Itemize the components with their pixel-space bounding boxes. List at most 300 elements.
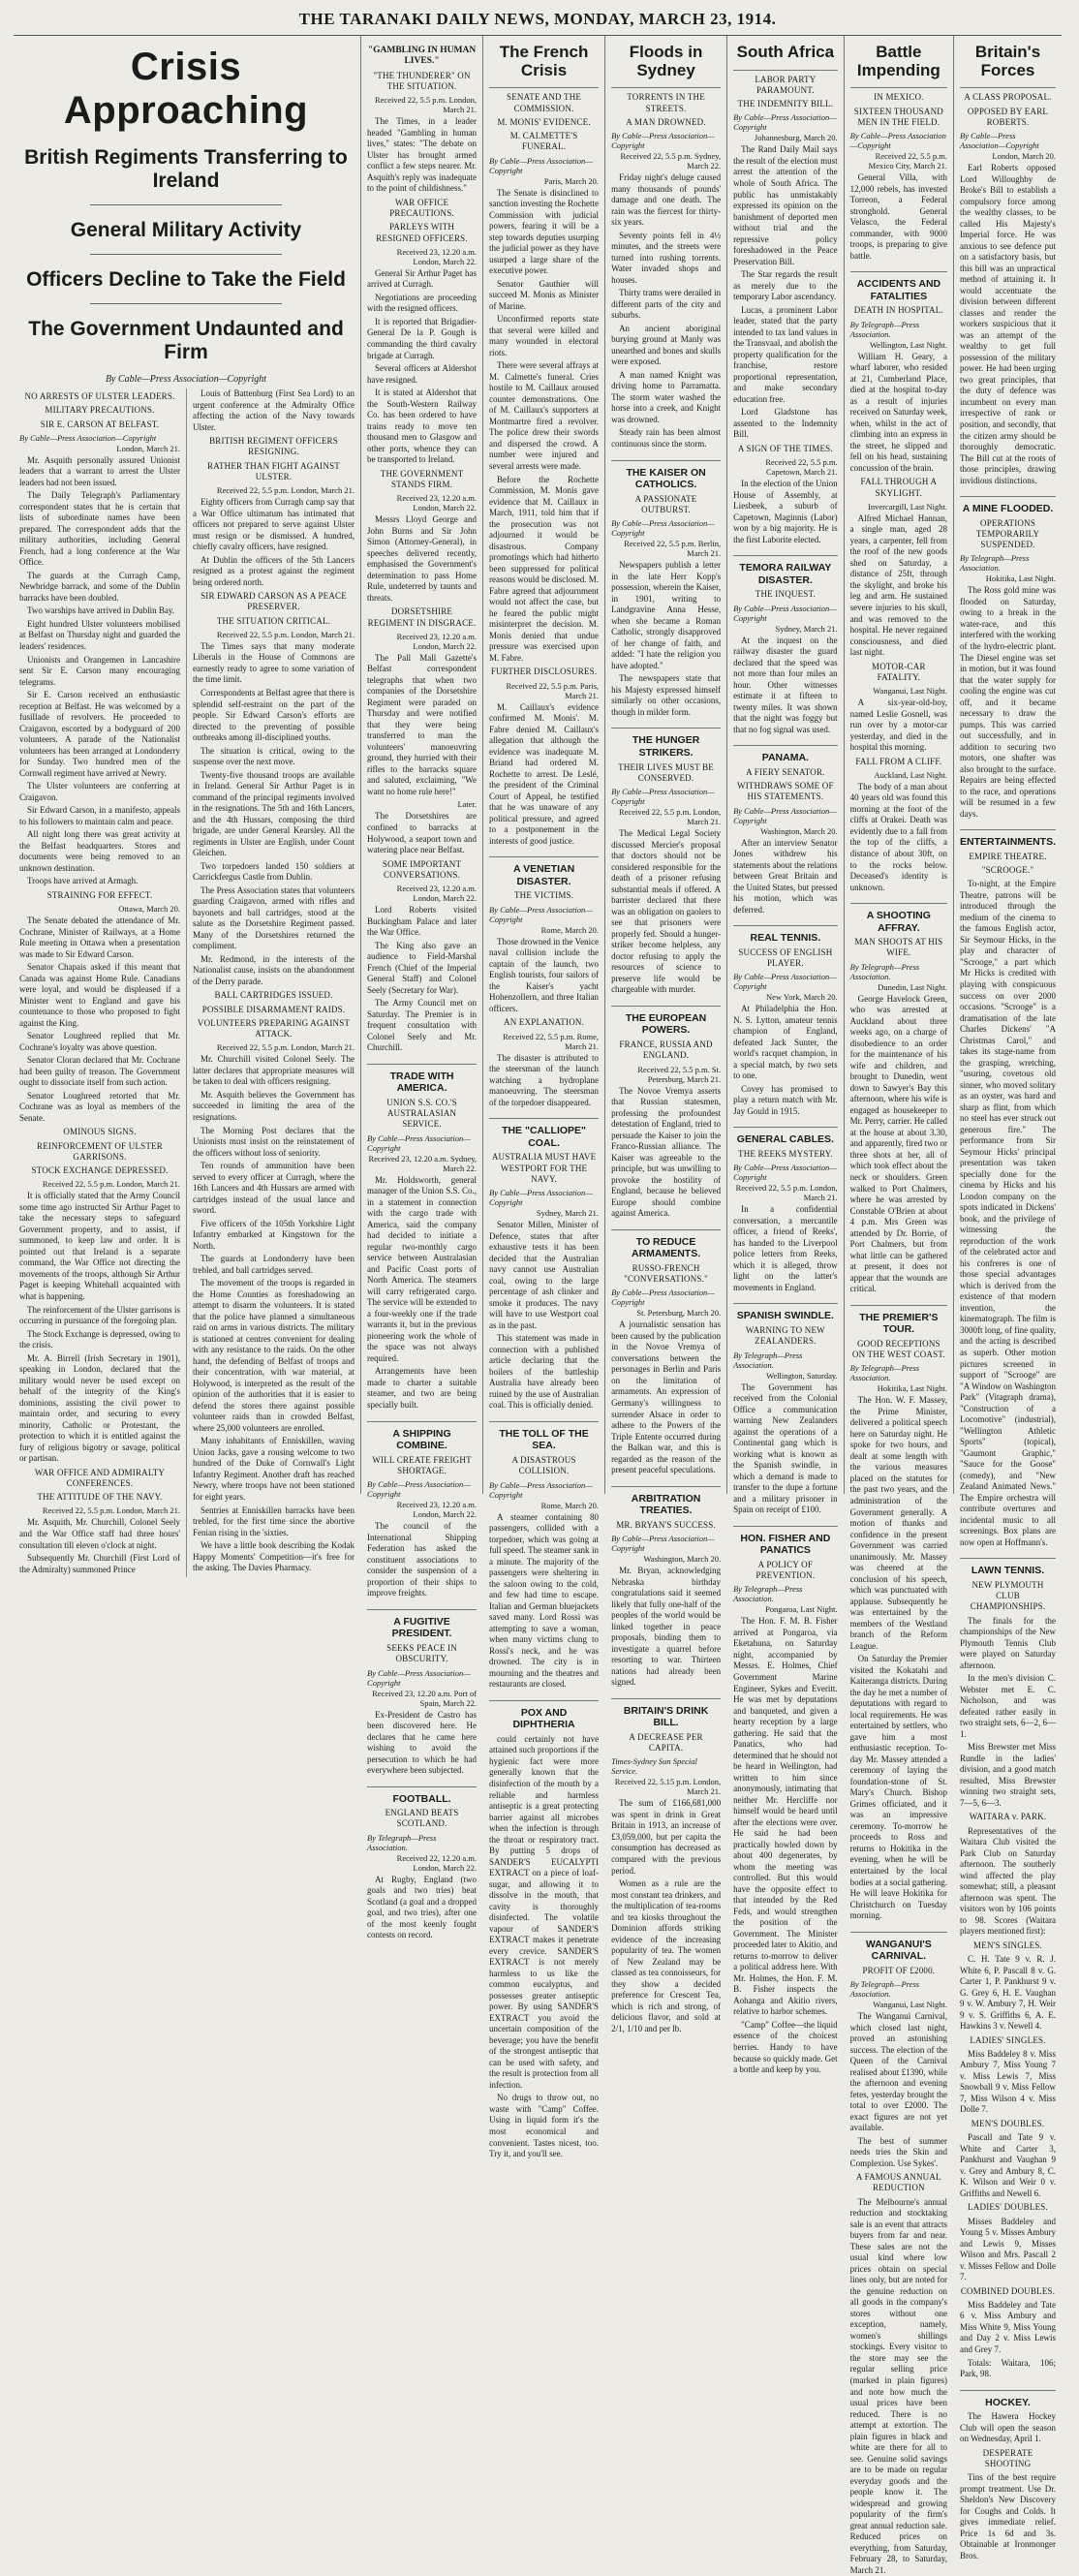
byline: By Telegraph—Press Association. [733, 1350, 803, 1370]
byline: By Cable—Press Association—Copyright [489, 904, 593, 924]
paragraph: The Army Council met on Saturday. The Premier is in frequent consultation with Colonel Seely and Mr. Churchill. [367, 998, 478, 1053]
subheading: A FAMOUS ANNUAL REDUCTION [855, 2172, 941, 2193]
paragraph: George Havelock Green, who was arrested at Auckland about three weeks ago, on a charge of disobedience to an order for the maintenance of his wife and children, and brought to Dunedin, went down to Sawyer's Bay this afternoon, where his wife is engaged as housekeeper to Mr. Perry, carrier. He called at the house at about 3.30, and apparently, fired two or three shots at her, all of which took effect about the neck or shoulders. Green walked to Port Chalmers, where he was arrested by Constable O'Brien at about 4 p.m. Mrs Green was attended by Dr. Borrie, of Port Chalmers, but from what little can be gathered at present, it does not appear that the wounds are critical. [849, 993, 948, 1294]
paragraph: On Saturday the Premier visited the Kokatahi and Kaiteranga districts. During the day he met a number of deputations with regard to local requirements. He was entertained by settlers, who gave him a most enthusiastic reception. To-day Mr. Massey attended a ceremony of laying the foundation-stone of St. Mary's Church. Bishop Grimes officiated, and it was an impressive ceremony. To-morrow he proceeds to Ross and returns to Hokitika in the evening, when he will be entertained by the local bodies at a social gathering. He will leave Hokitika for Christchurch on Tuesday morning. [849, 1654, 948, 1921]
paragraph: The Pall Mall Gazette's Belfast correspondent telegraphs that when two companies of the Dorsetshire Regiment were paraded on Thursday and were notified that they were being transferred to man the volunteers' manoeuvring ground, they hurried with their rifles to the barracks square and saluted, exclaiming, "We want no home rule here!" [367, 652, 478, 796]
column-headline: The French Crisis [489, 40, 599, 88]
subheading: THE ATTITUDE OF THE NAVY. [37, 1492, 163, 1503]
byline: By Cable—Press Association—Copyright [367, 1667, 471, 1688]
paragraph: The situation is critical, owing to the suspense over the next move. [193, 745, 355, 767]
subheading: A FIERY SENATOR. [746, 766, 825, 777]
paragraph: Lord Roberts visited Buckingham Palace and later the War Office. [367, 905, 478, 938]
paragraph: Before the Rochette Commission, M. Monis gave evidence that M. Caillaux in March, 1911, told him that if the prosecution was not adjourned it would be disastrous. Company promotings which had hitherto been suppressed for political reasons would be disclosed. M. Fabre agreed that adjournment would not affect the case, but he feared the public might misinterpret the decision. M. Monis denied that undue pressure was exercised upon M. Fabre. [489, 474, 600, 663]
article-body [733, 589, 838, 735]
subheading: SUCCESS OF ENGLISH PLAYER. [738, 947, 833, 969]
paragraph: Negotiations are proceeding with the resigned officers. [367, 292, 478, 314]
crisis-left [14, 388, 187, 1577]
subheading: LADIES' DOUBLES. [968, 2202, 1048, 2213]
dateline: Received 23, 12.20 a.m. London, March 22. [396, 631, 478, 651]
paragraph: Twenty-five thousand troops are available in Ireland. General Sir Arthur Paget is in command of the principal regiments involved in the resignations. The 5th and 16th Lancers, and the 4th Hussars, composing the third brigade, are under General Kearsley. All the regiments in Ulster are English, under Count Gleichen. [193, 769, 355, 858]
subheading: WAR OFFICE PRECAUTIONS. [389, 197, 454, 219]
column-two [361, 36, 483, 1940]
paragraph: General Sir Arthur Paget has arrived at Curragh. [367, 267, 478, 290]
article-title: THE HUNGER STRIKERS. [611, 728, 721, 759]
dateline: Wanganui, Last Night. [873, 686, 948, 697]
paragraph: Two torpedoers landed 150 soldiers at Carrickfergus Castle from Dublin. [193, 860, 355, 883]
paragraph: At Philadelphia the Hon. N. S. Lytton, amateur tennis champion of England, defeated Jack Sunter, the world's racquet champion, in a special match, by two sets to one. [733, 1004, 838, 1081]
subheading: SIR EDWARD CARSON AS A PEACE PRESERVER. [200, 591, 347, 612]
article-body [850, 92, 947, 262]
article-body [733, 1560, 838, 2076]
dateline: Received 22, 5.5 p.m. Berlin, March 21. [624, 539, 722, 559]
subheading: A POLICY OF PREVENTION. [755, 1559, 816, 1581]
paragraph: At Rugby, England (two goals and two tries) beat Scotland (a goal and a dropped goal, and two tries), after one of the most keenly fought contests on record. [367, 1874, 478, 1940]
paragraph: In the election of the Union House of Assembly, at Liesbeek, a suburb of Capetown, Maginnis (Labor) won by a big majority. He is the first Laborite elected. [733, 479, 838, 544]
dateline: Invercargill, Last Night. [868, 501, 948, 512]
byline: By Cable—Press Association—Copyright [733, 805, 837, 825]
paragraph: This statement was made in connection with a published article declaring that the boilers of the battleship Australia have already been ruined by the use of Australian coal. This is officially denied. [489, 1333, 600, 1411]
paragraph: Arrangements have been made to charter a suitable steamer, and two are being specially built. [367, 1366, 478, 1410]
article-title: POX AND DIPHTHERIA [489, 1700, 599, 1731]
article-body [960, 92, 1056, 486]
article-body [611, 762, 721, 996]
paragraph: An ancient aboriginal burying ground at Manly was unearthed and bones and skulls were exposed. [611, 323, 722, 367]
subheading: COMBINED DOUBLES. [960, 2285, 1056, 2296]
paragraph: It is officially stated that the Army Council some time ago instructed Sir Arthur Paget to take the necessary steps to safeguard Government property, and to assist, if summoned, to keep law and order. It is pointed out that Ireland is a separate command, the War Office not directing the movements of the troops, although Sir Arthur Paget is keeping Whitehall acquainted with what is happening. [19, 1191, 181, 1301]
article-title: LAWN TENNIS. [960, 1558, 1056, 1577]
headline-crisis: Crisis Approaching [63, 46, 309, 132]
paragraph: The sum of £166,681,000 was spent in drink in Great Britain in 1913, an increase of £3,059,000, but per capita the consumption has decreased as compared with the previous period. [611, 1798, 722, 1876]
subheading: MR. BRYAN'S SUCCESS. [616, 1519, 716, 1530]
paragraph: The Medical Legal Society discussed Mercier's proposal that doctors should not be considered responsible for the death of a prisoner refusing substantial meals if offered. A barrister declared that there was an obligation on gaolers to see that prisoners were properly fed. Should a hunger-striker become helpless, any doctor refusing to apply the resources of science to preserve life would be chargeable with murder. [611, 828, 722, 995]
paragraph: The council of the International Shipping Federation has asked the constituent associations to consider the suspension of a proportion of their ships to improve freights. [367, 1521, 478, 1598]
subheading: VOLUNTEERS PREPARING AGAINST ATTACK. [197, 1017, 351, 1040]
paragraph: M. Caillaux's evidence confirmed M. Monis'. M. Fabre denied M. Caillaux's allegation that although the evidence was inadequate M. Briand had ordered M. Rochette to arrest. De Leslé, the president of the Criminal Court of Appeal, he testified that he was unaware of any political pressure, and agreed to a postponement in the interests of good justice. [489, 701, 600, 846]
paragraph: Two warships have arrived in Dublin Bay. [27, 605, 175, 616]
article-title: A SHIPPING COMBINE. [367, 1421, 477, 1452]
paragraph: It is stated at Aldershot that the South-Western Railway Co. has been ordered to have trains ready to move ten thousand men to Glasgow and other ports, whence they can be transported to Ireland. [367, 388, 478, 465]
column-french-crisis [483, 36, 605, 2159]
paragraph: The newspapers state that his Majesty expressed himself similarly on other occasions, though in milder form. [611, 673, 722, 717]
paragraph: Mr. Asquith believes the Government has succeeded in limiting the area of the resignations. [193, 1089, 355, 1122]
paragraph: Several officers at Aldershot have resigned. [367, 363, 478, 385]
subheading: WITHDRAWS SOME OF HIS STATEMENTS. [737, 781, 834, 802]
subheading: IN MEXICO. [874, 92, 924, 103]
article-body [611, 494, 721, 719]
subheading: MAN SHOOTS AT HIS WIFE. [854, 937, 943, 958]
paragraph: The disaster is attributed to the steersman of the launch watching a hydroplane manoeuvring. The steersman of the torpedoer disappeared. [489, 1052, 600, 1107]
dateline: Received 22, 5.5 p.m. Paris, March 21. [506, 680, 600, 700]
column-britains-forces [954, 36, 1062, 2560]
article-body [611, 92, 721, 450]
byline: By Telegraph—Press Association. [849, 961, 920, 981]
subheading: PARLEYS WITH RESIGNED OFFICERS. [376, 222, 468, 243]
subheading: SIXTEEN THOUSAND MEN IN THE FIELD. [853, 106, 943, 127]
paragraph: All night long there was great activity at the Belfast headquarters. Stores and documents were being removed to an unknown destination. [19, 829, 181, 873]
dateline: Sydney, March 21. [775, 623, 838, 634]
paragraph: Pascall and Tate 9 v. White and Carter 3, Pankhurst and Vaughan 9 v. Grey and Ambury 8, C. K. Wilson and Weir 0 v. Griffiths and Newell 6. [960, 2132, 1057, 2198]
paragraph: Miss Baddeley 8 v. Miss Ambury 7, Miss Young 7 v. Miss Lewis 7, Miss Snowball 9 v. Miss Fellow 7, Miss Wilson 4 v. Miss Dolle 7. [960, 2048, 1057, 2115]
article-body [960, 518, 1056, 821]
article-title: TEMORA RAILWAY DISASTER. [733, 555, 838, 586]
article-title: A VENETIAN DISASTER. [489, 856, 599, 887]
subheading: EMPIRE THEATRE. [969, 851, 1047, 861]
crisis-subcolumns [14, 388, 360, 1577]
article-title: HOCKEY. [960, 2390, 1056, 2409]
article-title: THE TOLL OF THE SEA. [489, 1421, 599, 1452]
subheading: OPERATIONS TEMPORARILY SUSPENDED. [975, 517, 1040, 550]
kodak-ad: We have a little book describing the Kodak Happy Moments' Competition—it's free for the asking. The Davies Pharmacy. [193, 1540, 355, 1573]
article-title: BRITAIN'S DRINK BILL. [611, 1698, 721, 1729]
subheading: RATHER THAN FIGHT AGAINST ULSTER. [207, 460, 340, 481]
paragraph: Correspondents at Belfast agree that there is splendid self-restraint on the part of the people. Sir Edward Carson's efforts are directed to the preventing of possible outbreaks among ill-disciplined youths. [193, 688, 355, 743]
paragraph: The Government has received from the Colonial Office a communication warning New Zealanders against the operations of a Continental gang which is working what is known as the Spanish swindle, in which a demand is made to transfer to the dupe a fortune and a military prisoner in Spain on receipt of £100. [733, 1381, 838, 1515]
column-headline: Battle Impending [850, 40, 947, 88]
byline: By Cable—Press Association—Copyright [611, 787, 715, 807]
subheading: TORRENTS IN THE STREETS. [627, 92, 705, 113]
dateline: Received 22, 5.5 p.m. London, March 21. [216, 485, 355, 496]
byline: By Telegraph—Press Association. [849, 1363, 920, 1383]
column-headline: Britain's Forces [960, 40, 1056, 88]
masthead: THE TARANAKI DAILY NEWS, MONDAY, MARCH 23, 1914. [14, 10, 1062, 36]
paragraph: The Ulster volunteers are conferring at Craigavon. [19, 781, 181, 802]
paragraph: Senator Chapais asked if this meant that Canada was against Home Rule. Canadians were loyal, and would be displeased if a Minister went to England and gave his countenance to those who proposed to fight against the King. [19, 962, 181, 1028]
article-body [611, 1520, 721, 1689]
article-title: THE PREMIER'S TOUR. [850, 1305, 947, 1336]
paragraph: It is reported that Brigadier-General De la P. Gough is commanding the third cavalry brigade at Curragh. [367, 316, 478, 360]
paragraph: The Senate is disinclined to sanction investing the Rochette Commission with judicial powers, fearing it will be a step towards deputies usurping the judicial power as they have usurped a large share of the executive power. [489, 187, 600, 276]
article-title: SPANISH SWINDLE. [733, 1303, 838, 1322]
byline: By Cable—Press Association—Copyright [611, 1288, 715, 1308]
dateline: New York, March 20. [766, 992, 838, 1003]
dateline: Received 22, 5.5 p.m. Sydney, March 22. [620, 151, 722, 171]
article-title: A FUGITIVE PRESIDENT. [367, 1609, 477, 1640]
article-title: ENTERTAINMENTS. [960, 829, 1056, 849]
paragraph: Miss Baddeley and Tate 6 v. Miss Ambury and Miss White 9, Miss Young and Day 2 v. Miss Lewis and Grey 7. [960, 2299, 1057, 2354]
article-body [850, 1966, 947, 2576]
byline: By Telegraph—Press Association. [733, 1584, 803, 1604]
article-body [733, 1149, 838, 1293]
article-body [489, 1734, 599, 2160]
article-title: A SHOOTING AFFRAY. [850, 903, 947, 934]
dateline: Later. [457, 799, 478, 810]
paragraph: Mr. Asquith, Mr. Churchill, Colonel Seely and the War Office staff had three hours' consultation till eleven o'clock at night. [19, 1517, 181, 1550]
article-title: TRADE WITH AMERICA. [367, 1064, 477, 1095]
article-body [489, 1152, 599, 1412]
byline: By Cable—Press Association—Copyright [611, 131, 715, 151]
paragraph: Mr. Asquith personally assured Unionist leaders that a warrant to arrest the Ulster leaders had not been issued. [19, 454, 181, 487]
column-floods [605, 36, 727, 2033]
subheading: MEN'S DOUBLES. [971, 2119, 1045, 2128]
subheading: NEW PLYMOUTH CLUB CHAMPIONSHIPS. [970, 1579, 1046, 1612]
paragraph: The Times says that many moderate Liberals in the House of Commons are earnestly ready to agree to some variation of the time limit. [193, 640, 355, 685]
dateline: Received 22, 5.5 p.m. London, March 21. [374, 95, 478, 115]
paragraph: Senator Loughreed retorted that Mr. Cochrane was as loyal as members of the Senate. [19, 1090, 181, 1123]
subheading: POSSIBLE DISARMAMENT RAIDS. [201, 1004, 346, 1014]
paragraph: Many inhabitants of Enniskillen, waving Union Jacks, gave a rousing welcome to two hundred of the Duke of Cornwall's Light Infantry Regiment. Another draft has reached Newry, where troops have not been stationed for eight years. [193, 1436, 355, 1502]
dateline: Received 22, 5.5 p.m. Rome, March 21. [503, 1031, 600, 1051]
subhead-officers: Officers Decline to Take the Field [26, 268, 346, 291]
paragraph: The Stock Exchange is depressed, owing to the crisis. [19, 1328, 181, 1350]
subhead-military-activity: General Military Activity [70, 219, 302, 241]
subheading: SOME IMPORTANT CONVERSATIONS. [382, 858, 462, 880]
article-body [489, 92, 599, 847]
dateline: Received 22, 5.5 p.m. London, March 21. [42, 1179, 181, 1190]
dateline: Washington, March 20. [760, 825, 838, 836]
subheading: AN EXPLANATION. [504, 1017, 585, 1028]
dateline: Johannesburg, March 20. [754, 133, 838, 143]
byline: By Cable—Press Association—Copyright [489, 155, 593, 175]
article-body [850, 937, 947, 1294]
dateline: London, March 20. [992, 151, 1057, 162]
paragraph: Messrs Lloyd George and John Burns and Sir John Simon (Attorney-General), in speeches delivered recently, emphasised the Government's determination to pass Home Rule, undeterred by taunts and threats. [367, 514, 478, 603]
byline: By Cable—Press Association—Copyright [611, 1534, 715, 1554]
subheading: "THE THUNDERER" ON THE SITUATION. [373, 70, 471, 92]
byline: By Telegraph—Press Association. [960, 553, 1030, 574]
paragraph: A journalistic sensation has been caused by the publication in the Novoe Vremya of conversations between the personages in Berlin and Paris on the limitation of armaments. An expression of Germany's willingness to surrender Alsace in order to adhere to the Powers of the Triple Entente occurred during the Balkan war, and this is regarded as the reason of the present peaceful speculations. [611, 1319, 722, 1475]
subheading: DESPERATE SHOOTING [982, 2447, 1033, 2468]
article-title: THE EUROPEAN POWERS. [611, 1006, 721, 1037]
paragraph: Mr. Bryan, acknowledging Nebraska birthday congratulations said it seemed likely that fully one-half of the peoples of the world would be linked together in peace proposals, binding them to investigate a quarrel before resorting to war. Thirteen nations had already been signed. [611, 1566, 722, 1688]
paragraph: Lord Gladstone has assented to the Indemnity Bill. [733, 407, 838, 440]
article-title: TO REDUCE ARMAMENTS. [611, 1229, 721, 1260]
dateline: Received 22, 5.5 p.m. London, March 21. [619, 807, 722, 827]
subheading: MILITARY PRECAUTIONS. [45, 405, 155, 416]
dateline: Received 23, 12.20 a.m. London, March 22. [396, 246, 478, 266]
article-body [850, 1339, 947, 1922]
paragraph: Covey has promised to play a return match with Mr. Jay Gould in 1915. [733, 1083, 838, 1116]
byline: Times-Sydney Sun Special Service. [611, 1756, 697, 1777]
paragraph: Women as a rule are the most constant tea drinkers, and the multiplication of tea-rooms and tea kiosks throughout the Dominion affords striking evidence of the increasing popularity of tea. The women of New Zealand may be classed as tea connoisseurs, for they show a decided preference for Crescent Tea, which is rich and strong, of delicious flavor, and sold at 2/1, 1/10 and per lb. [611, 1878, 722, 2033]
paragraph: The King also gave an audience to Field-Marshal French (Chief of the Imperial General Staff) and Colonel Seely (Secretary for War). [367, 940, 478, 995]
paragraph: The guards at Londonderry have been trebled, and ball cartridges served. [193, 1254, 355, 1275]
paragraph: Senator Cloran declared that Mr. Cochrane had been guilty of treason. The Government ought to dissociate itself from such action. [19, 1055, 181, 1088]
paragraph: William H. Geary, a wharf laborer, who resided at 21, Cumberland Place, died at the hospital to-day as a result of injuries received on Saturday week, when, whilst in the act of climbing into an express in the street, he slipped and fell on his head, sustaining concussion of the brain. [849, 351, 948, 473]
paragraph: Alfred Michael Hannan, a single man, aged 28 years, a carpenter, fell from the roof of the new goods shed on Saturday, a distance of 25ft, through the skylight, and broke his leg and arm. He sustained severe injuries to his skull, and was removed to the hospital. He never regained consciousness, and died last night. [849, 512, 948, 658]
paragraph: Mr. Churchill visited Colonel Seely. The latter declares that appropriate measures will be taken to deal with officers resigning. [193, 1054, 355, 1087]
article-title: A MINE FLOODED. [960, 496, 1056, 515]
subheading: THEIR LIVES MUST BE CONSERVED. [618, 761, 715, 783]
paragraph: The Wanganui Carnival, which closed last night, proved an astonishing success. The election of the Queen of the Carnival realised about £1390, while the afternoon and evening fetes, yesterday brought the total to over £2000. The exact figures are not yet available. [849, 2011, 948, 2133]
paragraph: There were several affrays at M. Calmette's funeral. Cries hostile to M. Caillaux aroused counter demonstrations. One of M. Caillaux's supporters at Montmartre fired a revolver. The police drew their swords and dispersed the crowd. A number were injured and several arrests were made. [489, 360, 600, 471]
subhead-regiments: British Regiments Transferring to Ireland [24, 146, 348, 192]
subheading: THE GOVERNMENT STANDS FIRM. [380, 468, 464, 489]
subheading: BRITISH REGIMENT OFFICERS RESIGNING. [209, 436, 338, 457]
paragraph: A six-year-old-boy, named Leslie Gosnell, was run over by a motor-car yesterday, and died in the hospital this morning. [849, 698, 948, 753]
subheading: STRAINING FOR EFFECT. [46, 889, 153, 900]
paragraph: A man named Knight was driving home to Parramatta. The storm water washed the horse into a creek, and Knight was drowned. [611, 369, 722, 424]
subheading: M. MONIS' EVIDENCE. [497, 116, 591, 127]
paragraph: Misses Baddeley and Young 5 v. Misses Ambury and Lewis 9, Misses Wilson and Mrs. Pascall 2 v. Misses Fellow and Dolle 7. [960, 2216, 1057, 2282]
paragraph: In the men's division C. Webster met E. C. Nicholson, and was defeated rather easily in two straight sets, 6—2, 6—1. [960, 1673, 1057, 1739]
subheading: FALL FROM A CLIFF. [855, 756, 942, 766]
paragraph: Lucas, a prominent Labor leader, stated that the party intended to tax land values in the Transvaal, and abolish the property qualification for the franchise, restore proportional representation, and make secondary education free. [733, 304, 838, 404]
paragraph: The movement of the troops is regarded in the Home Counties as foreshadowing an attempt to disarm the volunteers. It is stated that the police have planned a simultaneous raid on arms in various districts. The military is stationed at centres convenient for dealing with any resistance to the raids. On the other hand, the defending of Belfast of troops and their concentration, with war material, at Holywood, is interpreted as the result of the opinion of the authorities that it is easier to defend the stores there against possible volunteer raids than in crowded Belfast, where 25,000 volunteers are enrolled. [193, 1278, 355, 1433]
subheading: ENGLAND BEATS SCOTLAND. [385, 1808, 459, 1829]
subheading: A CLASS PROPOSAL. [964, 92, 1052, 103]
dateline: Dunedin, Last Night. [878, 981, 948, 992]
crisis-right [187, 388, 360, 1577]
paragraph: Senator Loughreed replied that Mr. Cochrane's loyalty was above question. [19, 1031, 181, 1052]
paragraph: Ex-President de Castro has been discovered here. He declares that he came here wishing to avoid the persecution to which he had everywhere been subjected. [367, 1709, 478, 1776]
paragraph: The reinforcement of the Ulster garrisons is occurring in pursuance of the foregoing plan. [19, 1304, 181, 1326]
paragraph: C. H. Tate 9 v. R. J. White 6, P. Pascall 8 v. G. Carter 1, P. Pankhurst 9 v. G. Grey 6, H. E. Vaughan 9 v. W. Ambury 7, H. Weir 9 v. S. Griffiths 6, A. E. Hawkins 3 v. Newell 4. [960, 1954, 1057, 2032]
paragraph: The Star regards the result as merely due to the temporary Labor ascendancy. [733, 269, 838, 302]
dateline: Wellington, Saturday. [766, 1370, 838, 1381]
paragraph: The body of a man about 40 years old was found this morning at the foot of the cliffs at Orakei. Death was evidently due to a fall from the top of the cliffs, a distance of about 30ft, on to the rocks below. Deceased's identity is unknown. [849, 781, 948, 892]
article-title: HON. FISHER AND PANATICS [733, 1526, 838, 1557]
paragraph: Eighty officers from Curragh camp say that a War Office ultimatum has intimated that officers not prepared to serve against Ulster must resign or be dismissed. A hundred, chiefly cavalry officers, have resigned. [193, 497, 355, 552]
dateline: Ottawa, March 20. [118, 904, 181, 915]
subheading: RUSSO-FRENCH "CONVERSATIONS." [624, 1262, 708, 1285]
paragraph: The Times, in a leader headed "Gambling in human lives," states: "The debate on Ulster has brought armed conflict a few steps nearer. Mr. Asquith's reply was inadequate to the point of childishness." [367, 116, 478, 194]
byline: By Telegraph—Press Association. [849, 1979, 920, 2000]
article-body [850, 305, 947, 893]
dateline: Received 22, 5.5 p.m. St. Petersburg, March 21. [637, 1064, 722, 1084]
subheading: THE INDEMNITY BILL. [737, 99, 834, 109]
subheading: AUSTRALIA MUST HAVE WESTPORT FOR THE NAVY. [491, 1152, 597, 1184]
article-body [960, 852, 1056, 1548]
paragraph: Steady rain has been almost continuous since the storm. [611, 427, 722, 449]
subheading: A MAN DROWNED. [626, 116, 706, 127]
paragraph: Newspapers publish a letter in the late Herr Kopp's possession, wherein the Kaiser, in 1901, writing to Landgravine Anna Hesse, when she became a Roman Catholic, strongly disapproved of her change of faith, and added: "I hate the religion you have adopted." [611, 560, 722, 670]
byline: By Cable—Press Association—Copyright [960, 131, 1039, 151]
subheading: WAITARA v. PARK. [969, 1812, 1047, 1822]
dateline: Hokitika, Last Night. [877, 1383, 948, 1394]
paragraph: Senator Millen, Minister of Defence, states that after exhaustive tests it has been decided that the Australian navy cannot use Australian coal, owing to the large percentage of ash clinker and smoke it produces. The navy will have to use Westport coal as in the past. [489, 1220, 600, 1330]
subheading: A DECREASE PER CAPITA. [629, 1731, 703, 1754]
dateline: Received 23, 12.20 a.m. Sydney, March 22. [368, 1153, 478, 1173]
paragraph: The Hon. F. M. B. Fisher arrived at Pongaroa, via Eketahuna, on Saturday night, accompanied by Messrs. E. Holmes, Chief Government Marine Engineer, Sykes and Everitt. He was met by deputations and banqueted, and given a hearty reception by a large gathering. He said that the Panatics, who had determined that he should not be heard in Wellington, had written to him since anonymously, intimating that neither Mr. Hercliffe nor himself would be heard until after the elections were over. He said he had been practically howled down by about 400 degenerates, by whom the meeting was controlled. But this would have the opposite effect to that intended by the Red Feds, and would strengthen the position of the Government. The Minister proceeded later to Akitio, and returns to-morrow to deliver a political address here. With Mr. Holmes, the Hon. F. M. B. Fisher inspects the Aohanga and Akitio rivers, relative to harbor schemes. [733, 1616, 838, 2017]
paragraph: Mr. A. Birrell (Irish Secretary in 1901), speaking in London, declared that the military would never be used except on behalf of the integrity of the King's dominions, assisting the civil power to maintain order, and securing to every minority, Catholic or Protestant, the protection to which it is entitled against the fury of religious bigotry or savage, political or partisan. [19, 1352, 181, 1464]
paragraph: After an interview Senator Jones withdrew his statements about the relations between Great Britain and the United States, but pressed his motion, which was deferred. [733, 837, 838, 915]
subheading: WILL CREATE FREIGHT SHORTAGE. [372, 1454, 472, 1475]
byline: By Cable—Press Association—Copyright [733, 603, 837, 623]
article-body [960, 1580, 1056, 2380]
subheading: A DISASTROUS COLLISION. [511, 1455, 576, 1476]
dateline: Received 23, 12.20 a.m. Port of Spain, March 22. [372, 1688, 478, 1708]
dateline: St. Petersburg, March 20. [636, 1308, 722, 1319]
subheading: A SIGN OF THE TIMES. [737, 443, 833, 453]
subheading: "SCROOGE." [981, 865, 1034, 876]
paragraph: could certainly not have attained such proportions if the hygienic fact were more generally known that the disinfection of the mouth by a reliable and harmless antiseptic is a great protecting barrier against all microbes when the infection is through the throat or respiratory tract. By putting 5 drops of SANDER'S EUCALYPTI EXTRACT on a piece of loaf-sugar, and allowing it to dissolve in the mouth, that cavity is thoroughly disinfected. The volatile vapour of SANDER'S EXTRACT makes it penetrate every crevice. SANDER'S EXTRACT is not merely harmless to us like the common eucalyptus, and possesses greater antiseptic power. By using SANDER'S EXTRACT you avoid the uncertain composition of the beverage; you have the benefit of the strongest antiseptic that can be used with safety, and the result is protection from all infection. [489, 1733, 600, 2090]
dateline: Received 22, 5.5 p.m. London, March 21. [216, 629, 355, 639]
paragraph: General Villa, with 12,000 rebels, has invested Torreon, a Federal stronghold. General Velasco, the Federal commander, with 9000 troops, is preparing to give battle. [849, 172, 948, 261]
dateline: Received 23, 12.20 a.m. London, March 22. [396, 493, 478, 513]
paragraph: Seventy points fell in 4½ minutes, and the streets were turned into rushing torrents. Water invaded shops and houses. [611, 230, 722, 285]
article-title: PANAMA. [733, 745, 838, 764]
subheading: LADIES' SINGLES. [970, 2034, 1046, 2045]
byline: By Cable—Press Association—Copyright [367, 1133, 471, 1153]
paragraph: Louis of Battenburg (First Sea Lord) to an urgent conference at the Admiralty Office affecting the action of the Navy towards Ulster. [193, 388, 355, 432]
article-body [193, 388, 355, 1538]
paragraph: The Hon. W. F. Massey, the Prime Minister, delivered a political speech here on Saturday night. He spoke for two hours, and dealt at some length with the various measures placed on the statutes for the past two years, and the administration of the Government generally. A motion of thanks and confidence in the present Government was carried unanimously. Mr. Massey was cheered at the conclusion of his speech, which was punctuated with applause. Subsequently he was entertained by the members of the Westland branch of the Reform League. [849, 1395, 948, 1651]
dateline: Hokitika, Last Night. [985, 574, 1057, 584]
article-title: THE KAISER ON CATHOLICS. [611, 460, 721, 491]
paragraph: Friday night's deluge caused many thousands of pounds' damage and one death. The rain was the fiercest for thirty-six years. [611, 172, 722, 228]
byline: By Cable—Press Association—Copyright [849, 131, 946, 151]
subheading: LABOR PARTY PARAMOUNT. [755, 74, 817, 95]
dateline: Received 23, 12.20 a.m. London, March 22. [396, 884, 478, 904]
byline: By Cable—Press Association—Copyright [367, 1479, 471, 1500]
subheading: SIR E. CARSON AT BELFAST. [40, 419, 160, 429]
column-crisis [14, 36, 361, 1574]
article-body [733, 75, 838, 546]
byline: By Cable—Press Association—Copyright [489, 1188, 593, 1208]
article-body [489, 890, 599, 1108]
paragraph: Mr. Holdsworth, general manager of the Union S.S. Co., in a statement in connection with the cargo trade with America, said the company had decided to initiate a regular two-monthly cargo service between Australasian and Pacific Coast ports of North America. The steamers will carry refrigerated cargo. The service will be extended to a four-weekly one if the trade warrants it, but in the previous pioneering work the whole of the space was not always required. [367, 1174, 478, 1363]
paragraph: Sir Edward Carson, in a manifesto, appeals to his followers to maintain calm and peace. [19, 805, 181, 826]
dateline: Pongaroa, Last Night. [765, 1604, 838, 1615]
dateline: Received 22, 5.5 p.m. London, March 21. [216, 1042, 355, 1053]
dateline: London, March 21. [116, 443, 181, 453]
dateline: Paris, March 20. [543, 175, 600, 186]
subheading: BALL CARTRIDGES ISSUED. [214, 990, 333, 1001]
subheading: SENATE AND THE COMMISSION. [506, 92, 582, 113]
paragraph: The Rand Daily Mail says the result of the election must arrest the attention of the whole of South Africa. The public has unmistakably expressed its opinion on the banishment of deported men without trial and the repressive policy foreshadowed in the Peace Preservation Bill. [733, 144, 838, 266]
paragraph: Miss Brewster met Miss Rundle in the ladies' division, and a good match resulted, Miss Brewster winning two straight sets, 7—5, 6—3. [960, 1742, 1057, 1808]
paragraph: Totals: Waitara, 106; Park, 98. [960, 2357, 1057, 2379]
section-heading: "GAMBLING IN HUMAN LIVES." [367, 46, 477, 67]
paragraph: Unionists and Orangemen in Lancashire sent Sir E. Carson many encouraging telegrams. [19, 654, 181, 687]
subheading: GOOD RECEPTIONS ON THE WEST COAST. [851, 1338, 945, 1360]
subheading: DEATH IN HOSPITAL. [853, 305, 943, 316]
paragraph: Troops have arrived at Armagh. [27, 876, 139, 886]
byline: By Cable—Press Association—Copyright [489, 1479, 593, 1500]
subheading: REINFORCEMENT OF ULSTER GARRISONS. [37, 1140, 163, 1162]
paragraph: Eight hundred Ulster volunteers mobilised at Belfast on Thursday night and guarded the leaders' residences. [19, 618, 181, 651]
subheading: WARNING TO NEW ZEALANDERS. [745, 1325, 825, 1347]
paragraph: Mr. Redmond, in the interests of the Nationalist cause, insists on the abandonment of the Derry parade. [193, 953, 355, 986]
article-title: REAL TENNIS. [733, 925, 838, 945]
article-body [611, 1040, 721, 1220]
article-body [367, 1455, 477, 1599]
subheading: SEEKS PEACE IN OBSCURITY. [386, 1643, 457, 1664]
byline: By Cable—Press Association—Copyright [733, 112, 837, 133]
article-body [367, 1643, 477, 1777]
subheading: FURTHER DISCLOSURES. [490, 667, 598, 677]
dateline: Received 22, 5.5 p.m. Capetown, March 21. [765, 457, 838, 478]
subheading: FRANCE, RUSSIA AND ENGLAND. [619, 1040, 713, 1061]
paragraph: The Novoe Vremya asserts that Russian statesmen, professing the profoundest detestation of England, tried to persuade the Kaiser to join the Franco-Russian alliance. The Kaiser was agreeable to the principle, but was unwilling to provoke the hostility of England, because he believed Europe should combine against America. [611, 1085, 722, 1219]
paragraph: The Press Association states that volunteers guarding Craigavon, armed with rifles and bayonets and ball cartridges, stood at the salute as the Dorsetshire Regiment passed. Many of the Dorsetshires returned the compliment. [193, 885, 355, 951]
dateline: Wanganui, Last Night. [873, 2000, 948, 2010]
dateline: Received 22, 5.5 p.m. London, March 21. [735, 1183, 838, 1203]
article-body [733, 1325, 838, 1516]
paragraph: Earl Roberts opposed Lord Willoughby de Broke's Bill to establish a compulsory force among the wealthy classes, to be called His Majesty's Imperial force. He was anxious to see defence put on a satisfactory basis, but this bill was an unpractical method of attaining it. It would accentuate the division between different classes and render the workers suspicious that it was an attempt of the wealthy to get full possession of the military power. He had been urging two great principles, that the duty of defence was incumbent on every man irrespective of rank or position, and secondly, that the citizen army should be thoroughly democratic. The Bill cut at the roots of those principles, drawing invidious distinctions. [960, 163, 1057, 485]
paragraph: Thirty trams were derailed in different parts of the city and suburbs. [611, 288, 722, 321]
subheading: THE INQUEST. [755, 589, 816, 600]
subheading: A PASSIONATE OUTBURST. [634, 493, 697, 514]
paragraph: Subsequently Mr. Churchill (First Lord of the Admiralty) summoned Prince [19, 1553, 181, 1574]
paragraph: "Camp" Coffee—the liquid essence of the choicest berries. Handy to have because so quickly made. Get a bottle and keep by you. [733, 2019, 838, 2075]
column-headline: South Africa [733, 40, 838, 71]
article-body [489, 1455, 599, 1691]
paragraph: Ten rounds of ammunition have been served to every officer at Curragh, where the 16th Lancers and 4th Hussars are armed with cartridges instead of the usual lance and sword. [193, 1161, 355, 1216]
article-body [367, 1098, 477, 1412]
subheading: M. CALMETTE'S FUNERAL. [509, 131, 578, 152]
paragraph: Sir E. Carson received an enthusiastic reception at Belfast. He was welcomed by a fusillade of revolvers. He proceeded to Craigavon, escorted by a bodyguard of 200 volunteers. A parade of the Nationalist volunteers has been arranged at Londonderry for Sunday. Two hundred men of the Cornwall regiment have arrived at Newry. [19, 690, 181, 778]
paragraph: Senator Gauthier will succeed M. Monis as Minister of Marine. [489, 278, 600, 311]
dateline: Wellington, Last Night. [869, 339, 948, 350]
paragraph: The Ross gold mine was flooded on Saturday, owing to a break in the water-race, and this interfered with the working of the hydro-electric plant. The Diesel engine was set in motion, but it was found that the water supply for cooling the engine was cut off, and it became necessary to draw the pumps. This was carried out successfully, and in addition to securing two motors, one shafter was also brought to the surface. Repairs are being effected to the race, and operations will be resumed in a few days. [960, 585, 1057, 819]
paragraph: To-night, at the Empire Theatre, patrons will be introduced through the medium of the cinema to the famous English actor, Sir Seymour Hicks, in the play and character of "Scrooge," a part which Mr Hicks is credited with playing with conspicuous success on over 2000 occasions. "Scrooge" is a dramatisation of the late Charles Dickens' "A Christmas Carol," and takes its stage-name from the grasping, wretching, "usuring, covetous old sinner, who moved solitary as an oyster, was hard and sharp as flint, from which no steel has ever struck out generous fire." The performance from Sir Seymour Hicks' principal presentation was taken specially done for the cinema by Hicks and his London company on the spots indicated in Dickens' book, and the privilege of witnessing the reproduction of the work of the celebrated actor and his confreres is one of those special advantages which is derived from the existence of that modern invention, the kinematograph. The film is 3000ft long, of fine quality, and the acting is described as superb. Other motion pictures screened in support of "Scrooge" are "A Window on Washington Park" (Vitagraph drama), "Construction of a Locomotive" (industrial), "Wellington Athletic Sports" (topical), "Gaumont Graphic," "Sauce for the Goose" (comedy), and "New Zealand Animated News." The Empire orchestra will contribute overtures and incidental music to all screenings. Box plans are now open at Hoffmann's. [960, 879, 1057, 1547]
article-title: GENERAL CABLES. [733, 1127, 838, 1146]
paragraph: The Morning Post declares that the Unionists must insist on the reinstatement of the officers without loss of seniority. [193, 1125, 355, 1158]
subheading: UNION S.S. CO.'S AUSTRALASIAN SERVICE. [386, 1097, 457, 1130]
paragraph: The Dorsetshires are confined to barracks at Holywood, a seaport town and watering place near Belfast. [367, 811, 478, 855]
byline: By Cable—Press Association—Copyright [611, 518, 715, 539]
